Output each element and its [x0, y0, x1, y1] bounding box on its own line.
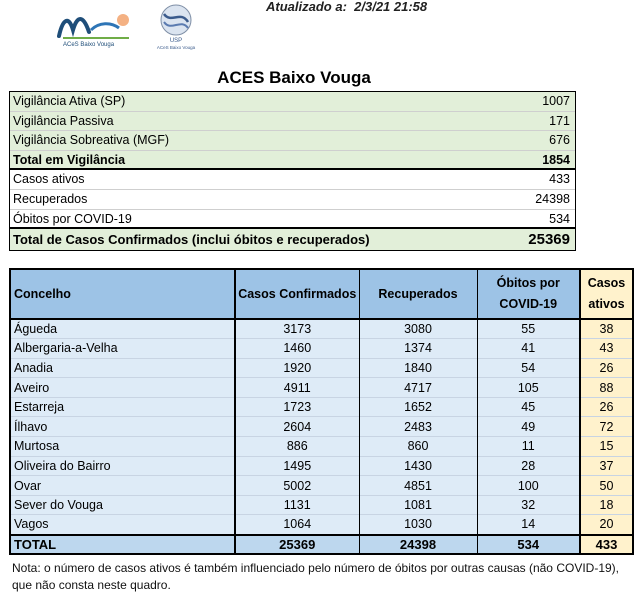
aces-logo	[55, 8, 135, 48]
cell-casos-ativos: 20	[580, 515, 632, 535]
cell-casos-ativos: 43	[580, 339, 632, 359]
cell-casos-confirmados: 2604	[235, 417, 359, 437]
table-header-row	[11, 270, 632, 319]
header-recuperados: Recuperados	[359, 270, 477, 319]
summary-label: Vigilância Ativa (SP)	[13, 94, 126, 108]
cell-obitos: 11	[477, 437, 580, 457]
cell-recuperados: 2483	[359, 417, 477, 437]
table-row	[11, 397, 632, 417]
table-row	[11, 476, 632, 496]
header-concelho: Concelho	[11, 270, 235, 319]
header-ativos-line2: ativos	[588, 297, 625, 311]
updated-value: 2/3/21 21:58	[354, 0, 428, 14]
summary-label: Vigilância Passiva	[13, 113, 114, 128]
aces-logo-text: ACeS Baixo Vouga	[63, 42, 115, 48]
summary-label: Casos ativos	[13, 172, 85, 187]
cell-casos-ativos: 50	[580, 476, 632, 496]
table-row	[11, 515, 632, 535]
cell-recuperados: 860	[359, 437, 477, 457]
summary-row-obitos	[10, 210, 575, 230]
cell-concelho: Ílhavo	[11, 417, 235, 437]
table-row	[11, 378, 632, 398]
updated-timestamp	[266, 0, 427, 14]
cell-casos-confirmados: 886	[235, 437, 359, 457]
summary-row-total-confirmados	[10, 229, 575, 250]
cell-concelho: Águeda	[11, 319, 235, 339]
cell-obitos: 14	[477, 515, 580, 535]
summary-label: Total em Vigilância	[13, 152, 126, 167]
cell-casos-ativos: 37	[580, 456, 632, 476]
table-row	[11, 456, 632, 476]
cell-obitos: 105	[477, 378, 580, 398]
usp-logo-subtext: ACeS Baixo Vouga	[156, 45, 196, 50]
total-cell-obitos: 534	[477, 535, 580, 553]
cell-recuperados: 4717	[359, 378, 477, 398]
cell-casos-ativos: 72	[580, 417, 632, 437]
cell-obitos: 54	[477, 358, 580, 378]
summary-value: 1854	[542, 152, 570, 167]
usp-logo-text: USP	[169, 38, 183, 44]
cell-recuperados: 4851	[359, 476, 477, 496]
total-cell-casos-ativos: 433	[580, 535, 632, 553]
cell-obitos: 55	[477, 319, 580, 339]
cell-casos-ativos: 18	[580, 495, 632, 515]
usp-logo	[147, 2, 205, 52]
summary-row-vigilancia-ativa	[10, 92, 575, 112]
cell-casos-confirmados: 5002	[235, 476, 359, 496]
table-row	[11, 319, 632, 339]
total-cell-concelho: TOTAL	[11, 535, 235, 553]
cell-casos-ativos: 38	[580, 319, 632, 339]
cell-concelho: Ovar	[11, 476, 235, 496]
table-row	[11, 339, 632, 359]
cell-casos-confirmados: 1495	[235, 456, 359, 476]
aces-logo-icon	[55, 8, 135, 48]
cell-concelho: Oliveira do Bairro	[11, 456, 235, 476]
summary-value: 534	[549, 211, 570, 226]
table-row	[11, 358, 632, 378]
total-cell-casos-confirmados: 25369	[235, 535, 359, 553]
table-body	[11, 319, 632, 553]
table-total-row	[11, 535, 632, 553]
cell-concelho: Albergaria-a-Velha	[11, 339, 235, 359]
summary-table	[9, 91, 576, 251]
summary-value: 24398	[535, 191, 570, 206]
summary-value: 676	[549, 133, 570, 148]
header-casos-confirmados: Casos Confirmados	[235, 270, 359, 319]
cell-casos-confirmados: 1723	[235, 397, 359, 417]
footnote: Nota: o número de casos ativos é também influenciado pelo número de óbitos por outras causas (não COVID-19), que não consta neste quadro.	[12, 561, 619, 592]
cell-casos-confirmados: 1131	[235, 495, 359, 515]
cell-casos-confirmados: 1460	[235, 339, 359, 359]
cell-recuperados: 3080	[359, 319, 477, 339]
table-row	[11, 417, 632, 437]
summary-value: 1007	[542, 94, 570, 108]
cell-casos-confirmados: 1920	[235, 358, 359, 378]
summary-row-casos-ativos	[10, 170, 575, 190]
summary-label: Total de Casos Confirmados (inclui óbitos e recuperados)	[13, 232, 370, 248]
summary-value: 433	[549, 172, 570, 187]
concelho-table	[9, 268, 634, 555]
cell-casos-ativos: 88	[580, 378, 632, 398]
cell-casos-confirmados: 4911	[235, 378, 359, 398]
header-casos-ativos	[580, 270, 632, 319]
summary-label: Óbitos por COVID-19	[13, 211, 132, 226]
cell-casos-ativos: 26	[580, 358, 632, 378]
header-obitos-line1: Óbitos por	[496, 276, 560, 290]
total-cell-recuperados: 24398	[359, 535, 477, 553]
cell-concelho: Murtosa	[11, 437, 235, 457]
summary-row-total-vigilancia	[10, 151, 575, 171]
page-title: ACES Baixo Vouga	[217, 68, 371, 87]
header-ativos-line1: Casos	[587, 276, 626, 290]
summary-label: Recuperados	[13, 191, 88, 206]
cell-recuperados: 1430	[359, 456, 477, 476]
summary-row-recuperados	[10, 190, 575, 210]
summary-value: 25369	[528, 231, 570, 249]
table-row	[11, 437, 632, 457]
cell-casos-ativos: 26	[580, 397, 632, 417]
cell-casos-confirmados: 3173	[235, 319, 359, 339]
cell-concelho: Estarreja	[11, 397, 235, 417]
cell-recuperados: 1030	[359, 515, 477, 535]
cell-concelho: Aveiro	[11, 378, 235, 398]
cell-obitos: 49	[477, 417, 580, 437]
summary-row-vigilancia-sobreativa	[10, 131, 575, 151]
summary-value: 171	[549, 113, 570, 128]
cell-obitos: 45	[477, 397, 580, 417]
updated-label: Atualizado a:	[266, 0, 347, 14]
cell-obitos: 41	[477, 339, 580, 359]
cell-concelho: Vagos	[11, 515, 235, 535]
cell-recuperados: 1374	[359, 339, 477, 359]
cell-casos-confirmados: 1064	[235, 515, 359, 535]
cell-concelho: Sever do Vouga	[11, 495, 235, 515]
cell-casos-ativos: 15	[580, 437, 632, 457]
cell-recuperados: 1081	[359, 495, 477, 515]
summary-row-vigilancia-passiva	[10, 112, 575, 132]
cell-obitos: 100	[477, 476, 580, 496]
cell-recuperados: 1840	[359, 358, 477, 378]
table-row	[11, 495, 632, 515]
cell-concelho: Anadia	[11, 358, 235, 378]
header-obitos	[477, 270, 580, 319]
cell-obitos: 32	[477, 495, 580, 515]
cell-recuperados: 1652	[359, 397, 477, 417]
header-obitos-line2: COVID-19	[499, 297, 558, 311]
usp-logo-icon	[147, 2, 205, 52]
cell-obitos: 28	[477, 456, 580, 476]
summary-label: Vigilância Sobreativa (MGF)	[13, 133, 170, 148]
